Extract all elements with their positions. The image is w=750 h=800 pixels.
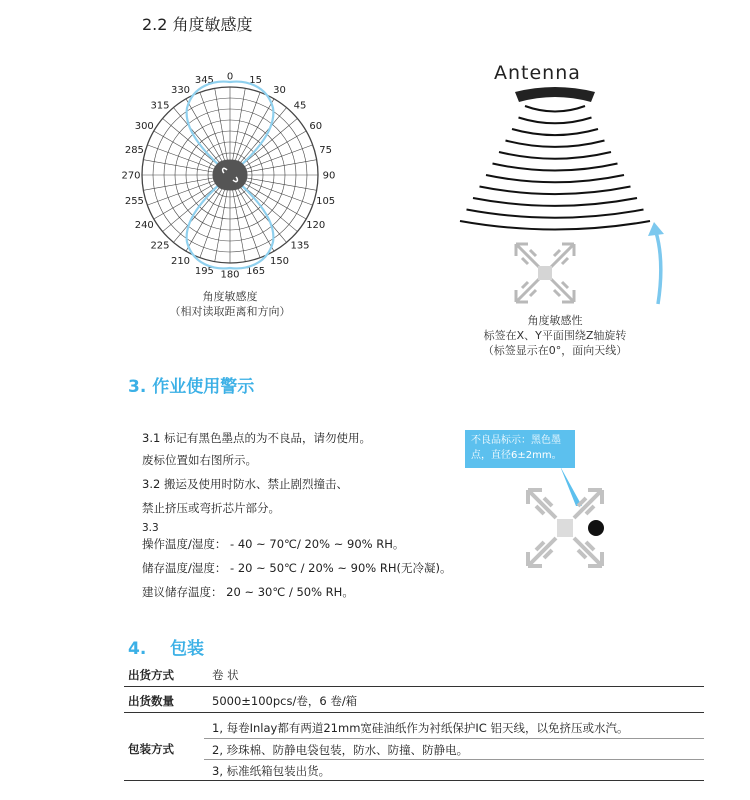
polar-caption-line1: 角度敏感度	[202, 290, 258, 303]
radio-wave-arc	[473, 198, 637, 206]
divider	[124, 686, 704, 687]
angle-label-120: 120	[306, 220, 326, 231]
divider	[124, 780, 704, 781]
callout-line-1: 不良品标示：黑色墨	[471, 435, 561, 446]
antenna-caption-line2: 标签在X、Y平面围绕Z轴旋转	[483, 329, 627, 342]
angle-label-45: 45	[293, 100, 307, 112]
angle-label-210: 210	[170, 256, 191, 268]
warning-line-2: 废标位置如右图所示。	[142, 453, 257, 467]
angle-label-165: 165	[246, 266, 266, 278]
angle-label-255: 255	[124, 196, 144, 208]
antenna-wave-diagram	[455, 84, 655, 234]
warning-line-7: 储存温度/湿度： - 20 ~ 50℃ / 20% ~ 90% RH(无冷凝)。	[142, 561, 452, 575]
angle-label-345: 345	[194, 74, 214, 86]
radio-wave-arc	[519, 118, 592, 124]
divider	[204, 759, 704, 760]
angle-label-150: 150	[269, 256, 290, 268]
angle-label-75: 75	[319, 144, 332, 156]
antenna-caption-line1: 角度敏感性	[527, 314, 583, 327]
divider	[124, 712, 704, 713]
radio-waves	[460, 106, 650, 230]
row-value-quantity: 5000±100pcs/卷，6 卷/箱	[212, 694, 358, 708]
antenna-head-icon	[515, 87, 595, 102]
antenna-caption-line3: （标签显示在0°，面向天线）	[482, 344, 628, 357]
angle-label-0: 0	[226, 71, 234, 83]
angle-label-105: 105	[316, 196, 336, 208]
radio-wave-arc	[493, 164, 618, 171]
polar-sensitivity-chart	[121, 60, 336, 281]
angle-label-30: 30	[273, 84, 286, 96]
warning-line-5: 3.3	[142, 522, 159, 534]
defective-tag-image	[520, 466, 610, 576]
radio-wave-arc	[480, 187, 631, 195]
packing-item-1: 1, 每卷Inlay都有两道21mm宽硅油纸作为衬纸保护IC 铝天线，以免挤压或水汽。	[212, 721, 629, 735]
angle-label-225: 225	[150, 240, 170, 252]
angle-label-15: 15	[249, 74, 262, 86]
antenna-label: Antenna	[494, 62, 581, 84]
packing-item-2: 2, 珍珠棉、防静电袋包装，防水、防撞、防静电。	[212, 743, 469, 757]
section-4-title: 4. 包装	[128, 639, 204, 659]
section-2-2-title: 2.2 角度敏感度	[142, 15, 253, 34]
defect-callout	[465, 430, 575, 468]
center-blob	[213, 160, 248, 191]
radio-wave-arc	[486, 175, 624, 182]
rfid-tag-image	[512, 240, 578, 306]
angle-label-285: 285	[124, 144, 144, 156]
row-label-packing: 包装方式	[128, 742, 174, 756]
row-label-quantity: 出货数量	[128, 694, 174, 708]
radio-wave-arc	[506, 141, 605, 147]
divider	[204, 738, 704, 739]
angle-label-315: 315	[150, 100, 170, 112]
row-value-shipping-form: 卷 状	[212, 668, 239, 682]
angle-label-195: 195	[194, 266, 214, 278]
angle-label-330: 330	[170, 84, 191, 96]
angle-label-90: 90	[322, 170, 336, 182]
radio-wave-arc	[512, 129, 598, 135]
warning-line-3: 3.2 搬运及使用时防水、禁止剧烈撞击、	[142, 477, 348, 491]
angle-label-270: 270	[121, 170, 141, 182]
radio-wave-arc	[467, 210, 644, 218]
warning-line-6: 操作温度/湿度： - 40 ~ 70℃/ 20% ~ 90% RH。	[142, 537, 405, 551]
warning-line-4: 禁止挤压或弯折芯片部分。	[142, 501, 280, 515]
black-defect-dot	[588, 520, 604, 536]
angle-label-180: 180	[220, 269, 240, 281]
angle-label-135: 135	[290, 240, 310, 252]
radio-wave-arc	[499, 152, 611, 159]
angle-label-300: 300	[134, 121, 154, 132]
warning-line-1: 3.1 标记有黑色墨点的为不良品，请勿使用。	[142, 431, 371, 445]
angle-label-60: 60	[309, 121, 323, 132]
section-3-title: 3. 作业使用警示	[128, 377, 255, 397]
callout-line-2: 点，直径6±2mm。	[471, 450, 562, 461]
rotation-arrow-icon	[640, 218, 680, 308]
polar-caption-line2: （相对读取距离和方向）	[169, 305, 291, 318]
radio-wave-arc	[525, 106, 585, 112]
angle-label-240: 240	[134, 220, 154, 231]
packing-item-3: 3, 标准纸箱包装出货。	[212, 764, 331, 778]
warning-line-8: 建议储存温度： 20 ~ 30℃ / 50% RH。	[142, 585, 354, 599]
row-label-shipping-form: 出货方式	[128, 668, 174, 682]
radio-wave-arc	[460, 221, 650, 230]
